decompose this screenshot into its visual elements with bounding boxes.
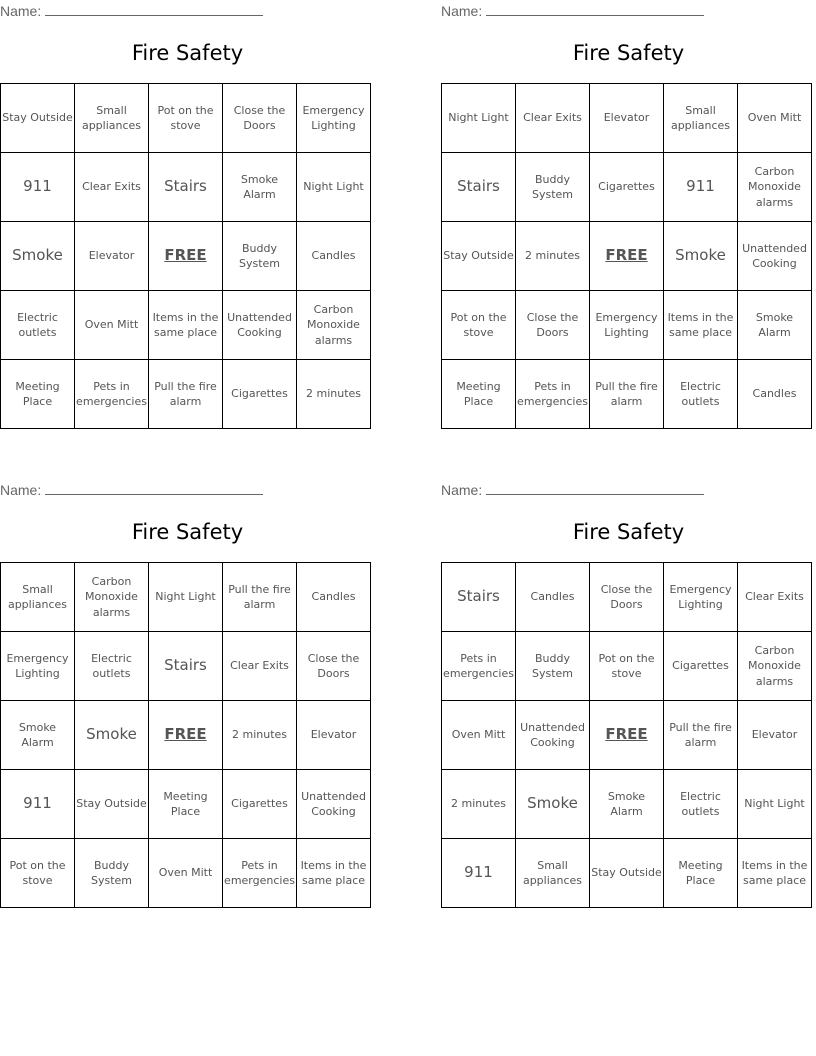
- grid-cell: Oven Mitt: [442, 701, 516, 770]
- grid-cell: Night Light: [738, 770, 812, 839]
- grid-cell: 911: [664, 153, 738, 222]
- grid-cell: Elevator: [297, 701, 371, 770]
- grid-cell: Cigarettes: [223, 770, 297, 839]
- grid-cell: Candles: [516, 563, 590, 632]
- grid-row: [1, 563, 371, 632]
- grid-cell: Candles: [297, 563, 371, 632]
- grid-cell: Oven Mitt: [738, 84, 812, 153]
- grid-row: [442, 701, 812, 770]
- grid-cell: Close the Doors: [223, 84, 297, 153]
- grid-cell: Smoke Alarm: [738, 291, 812, 360]
- bingo-grid: [441, 83, 812, 429]
- grid-cell: Buddy System: [223, 222, 297, 291]
- grid-row: [1, 360, 371, 429]
- grid-row: [442, 770, 812, 839]
- grid-cell: Smoke: [516, 770, 590, 839]
- grid-cell: Smoke Alarm: [223, 153, 297, 222]
- grid-cell: Pot on the stove: [1, 839, 75, 908]
- grid-row: [442, 563, 812, 632]
- grid-cell: Unattended Cooking: [738, 222, 812, 291]
- grid-cell: Small appliances: [75, 84, 149, 153]
- grid-cell: Electric outlets: [75, 632, 149, 701]
- grid-row: [1, 839, 371, 908]
- grid-cell: Close the Doors: [590, 563, 664, 632]
- grid-cell: 911: [1, 770, 75, 839]
- grid-cell: Emergency Lighting: [664, 563, 738, 632]
- grid-cell: Clear Exits: [223, 632, 297, 701]
- name-line: [45, 2, 263, 16]
- grid-cell: Pull the fire alarm: [223, 563, 297, 632]
- grid-row: [442, 84, 812, 153]
- grid-cell: Carbon Monoxide alarms: [738, 632, 812, 701]
- grid-cell: Buddy System: [75, 839, 149, 908]
- grid-cell: Candles: [738, 360, 812, 429]
- card-title: Fire Safety: [131, 520, 244, 544]
- grid-cell: Meeting Place: [149, 770, 223, 839]
- grid-cell: Pets in emergencies: [75, 360, 149, 429]
- grid-cell: Pets in emergencies: [516, 360, 590, 429]
- name-label: Name:: [441, 482, 483, 498]
- grid-cell: Smoke: [664, 222, 738, 291]
- grid-cell: Emergency Lighting: [590, 291, 664, 360]
- grid-row: [442, 153, 812, 222]
- grid-cell: 911: [442, 839, 516, 908]
- grid-cell: Close the Doors: [516, 291, 590, 360]
- grid-cell: Oven Mitt: [149, 839, 223, 908]
- grid-cell: Stay Outside: [75, 770, 149, 839]
- grid-cell: Unattended Cooking: [223, 291, 297, 360]
- grid-cell: Electric outlets: [664, 770, 738, 839]
- grid-cell: 2 minutes: [442, 770, 516, 839]
- grid-cell: Pull the fire alarm: [149, 360, 223, 429]
- name-line: [486, 2, 704, 16]
- grid-cell: 2 minutes: [297, 360, 371, 429]
- grid-cell: Pets in emergencies: [223, 839, 297, 908]
- grid-cell: 2 minutes: [223, 701, 297, 770]
- grid-cell: Pets in emergencies: [442, 632, 516, 701]
- grid-cell: Smoke: [1, 222, 75, 291]
- grid-cell: Night Light: [149, 563, 223, 632]
- grid-cell: Cigarettes: [664, 632, 738, 701]
- grid-row: [442, 360, 812, 429]
- grid-cell: Meeting Place: [1, 360, 75, 429]
- grid-cell: Stay Outside: [590, 839, 664, 908]
- bingo-card-1: [0, 0, 375, 440]
- grid-cell: Smoke: [75, 701, 149, 770]
- grid-cell: 911: [1, 153, 75, 222]
- grid-row: [1, 84, 371, 153]
- grid-cell: Elevator: [590, 84, 664, 153]
- name-label: Name:: [0, 3, 42, 19]
- grid-cell: Small appliances: [516, 839, 590, 908]
- grid-cell: Night Light: [442, 84, 516, 153]
- grid-cell: Meeting Place: [442, 360, 516, 429]
- grid-cell: Meeting Place: [664, 839, 738, 908]
- name-label: Name:: [441, 3, 483, 19]
- free-space-cell: FREE: [149, 701, 223, 770]
- name-field: [0, 481, 263, 498]
- grid-cell: Unattended Cooking: [297, 770, 371, 839]
- grid-cell: Stay Outside: [442, 222, 516, 291]
- grid-row: [1, 222, 371, 291]
- grid-cell: Cigarettes: [223, 360, 297, 429]
- card-title: Fire Safety: [572, 41, 685, 65]
- grid-cell: Electric outlets: [1, 291, 75, 360]
- grid-row: [1, 701, 371, 770]
- bingo-card-4: [441, 479, 816, 919]
- grid-cell: Candles: [297, 222, 371, 291]
- grid-cell: Stairs: [149, 153, 223, 222]
- grid-cell: Elevator: [738, 701, 812, 770]
- name-label: Name:: [0, 482, 42, 498]
- grid-cell: Items in the same place: [738, 839, 812, 908]
- grid-cell: Pot on the stove: [590, 632, 664, 701]
- grid-row: [442, 632, 812, 701]
- name-field: [441, 2, 704, 19]
- grid-cell: Small appliances: [664, 84, 738, 153]
- grid-cell: Stay Outside: [1, 84, 75, 153]
- card-title: Fire Safety: [572, 520, 685, 544]
- grid-cell: Pot on the stove: [442, 291, 516, 360]
- grid-cell: Emergency Lighting: [297, 84, 371, 153]
- grid-cell: Emergency Lighting: [1, 632, 75, 701]
- grid-cell: Pull the fire alarm: [664, 701, 738, 770]
- grid-cell: Close the Doors: [297, 632, 371, 701]
- free-space-cell: FREE: [149, 222, 223, 291]
- name-field: [441, 481, 704, 498]
- grid-cell: Carbon Monoxide alarms: [297, 291, 371, 360]
- grid-cell: Small appliances: [1, 563, 75, 632]
- grid-row: [1, 291, 371, 360]
- grid-cell: Smoke Alarm: [590, 770, 664, 839]
- name-line: [486, 481, 704, 495]
- grid-cell: Oven Mitt: [75, 291, 149, 360]
- grid-row: [1, 153, 371, 222]
- grid-cell: Stairs: [442, 563, 516, 632]
- grid-row: [1, 632, 371, 701]
- free-space-cell: FREE: [590, 222, 664, 291]
- bingo-grid: [441, 562, 812, 908]
- grid-cell: Buddy System: [516, 153, 590, 222]
- grid-cell: Clear Exits: [75, 153, 149, 222]
- bingo-grid: [0, 562, 371, 908]
- card-title: Fire Safety: [131, 41, 244, 65]
- grid-cell: Items in the same place: [297, 839, 371, 908]
- bingo-grid: [0, 83, 371, 429]
- grid-cell: Elevator: [75, 222, 149, 291]
- name-field: [0, 2, 263, 19]
- bingo-card-2: [441, 0, 816, 440]
- bingo-card-3: [0, 479, 375, 919]
- grid-cell: Cigarettes: [590, 153, 664, 222]
- grid-cell: Items in the same place: [149, 291, 223, 360]
- grid-cell: 2 minutes: [516, 222, 590, 291]
- grid-row: [1, 770, 371, 839]
- free-space-cell: FREE: [590, 701, 664, 770]
- grid-cell: Clear Exits: [516, 84, 590, 153]
- grid-cell: Carbon Monoxide alarms: [75, 563, 149, 632]
- grid-row: [442, 291, 812, 360]
- grid-cell: Buddy System: [516, 632, 590, 701]
- grid-cell: Pull the fire alarm: [590, 360, 664, 429]
- grid-cell: Night Light: [297, 153, 371, 222]
- grid-cell: Electric outlets: [664, 360, 738, 429]
- grid-cell: Carbon Monoxide alarms: [738, 153, 812, 222]
- grid-cell: Clear Exits: [738, 563, 812, 632]
- grid-cell: Pot on the stove: [149, 84, 223, 153]
- grid-cell: Items in the same place: [664, 291, 738, 360]
- grid-cell: Smoke Alarm: [1, 701, 75, 770]
- grid-row: [442, 222, 812, 291]
- grid-cell: Stairs: [149, 632, 223, 701]
- name-line: [45, 481, 263, 495]
- grid-cell: Unattended Cooking: [516, 701, 590, 770]
- grid-cell: Stairs: [442, 153, 516, 222]
- grid-row: [442, 839, 812, 908]
